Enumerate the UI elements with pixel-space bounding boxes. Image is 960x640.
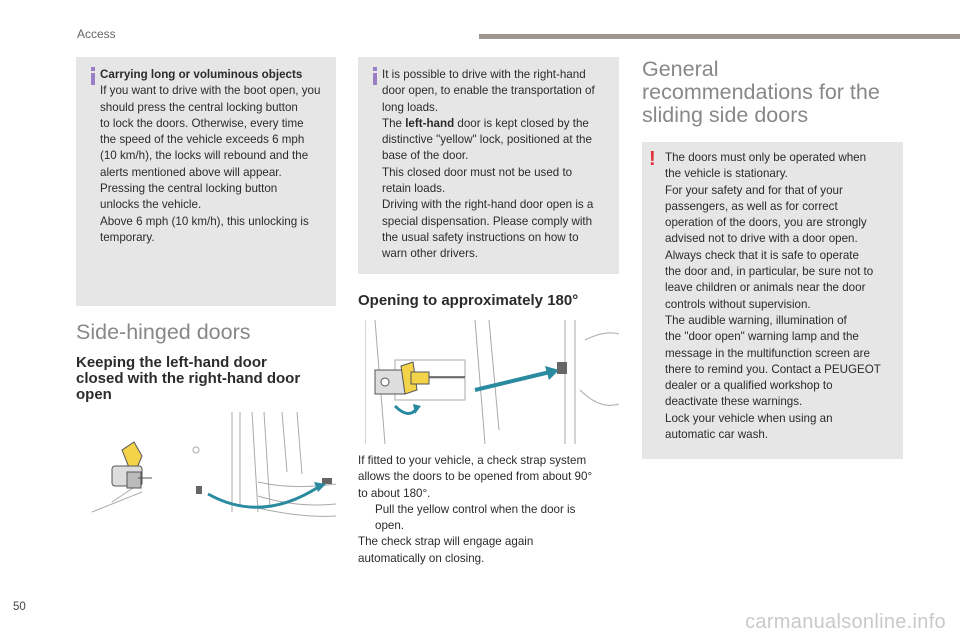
subtitle-line: Keeping the left-hand door xyxy=(76,354,267,371)
page-number: 50 xyxy=(13,601,26,613)
text-line: The check strap will engage again xyxy=(358,535,534,549)
section-title-general xyxy=(642,58,942,127)
text-line: long loads. xyxy=(382,100,439,114)
text-line: The audible warning, illumination of xyxy=(665,313,847,327)
title-line: General xyxy=(642,57,719,81)
text-line: unlocks the vehicle. xyxy=(100,198,202,212)
text-line: warn other drivers. xyxy=(382,247,479,261)
text-line: automatically on closing. xyxy=(358,551,485,565)
box-title: Carrying long or voluminous objects xyxy=(100,68,303,81)
warning-box-sliding-doors xyxy=(642,142,903,459)
title-line: sliding side doors xyxy=(642,103,809,127)
text-line: The doors must only be operated when xyxy=(665,151,867,164)
title-line: recommendations for the xyxy=(642,80,880,104)
text-line: open. xyxy=(375,519,405,533)
text-line: alerts mentioned above will appear. xyxy=(100,165,282,179)
text-line: there to remind you. Contact a PEUGEOT xyxy=(665,362,881,376)
watermark: carmanualsonline.info xyxy=(745,611,946,633)
text-line: the usual safety instructions on how to xyxy=(382,230,579,244)
text-line: Always check that it is safe to operate xyxy=(665,248,859,262)
section-header-title: Access xyxy=(77,27,116,41)
text-line: base of the door. xyxy=(382,149,469,163)
text-line: dealer or a qualified workshop to xyxy=(665,379,833,393)
text-line: message in the multifunction screen are xyxy=(665,346,870,360)
text-line: leave children or animals near the door xyxy=(665,281,866,295)
text-line: (10 km/h), the locks will rebound and the xyxy=(100,149,309,163)
text-line: special dispensation. Please comply with xyxy=(382,214,593,228)
text-line: allows the doors to be opened from about 90° xyxy=(358,470,593,484)
text-line: the vehicle is stationary. xyxy=(665,167,788,181)
text-line: For your safety and for that of your xyxy=(665,183,843,197)
text-line xyxy=(382,116,617,132)
info-box-carrying-objects xyxy=(76,57,336,306)
text-line: Lock your vehicle when using an xyxy=(665,411,833,425)
text-line: It is possible to drive with the right-hand xyxy=(382,68,586,81)
text-line: deactivate these warnings. xyxy=(665,395,803,409)
warning-icon: ! xyxy=(649,148,656,170)
check-strap-text xyxy=(358,453,620,567)
bold-text: left-hand xyxy=(405,116,455,130)
text-line: advised not to drive with a door open. xyxy=(665,232,858,246)
text-line: distinctive "yellow" lock, positioned at the xyxy=(382,133,592,147)
text-line: Above 6 mph (10 km/h), this unlocking is xyxy=(100,214,309,228)
illustration-check-strap xyxy=(365,320,619,444)
text-line: temporary. xyxy=(100,230,155,244)
info-icon xyxy=(367,66,383,86)
text-line: passengers, as well as for correct xyxy=(665,199,838,213)
subtitle-line: open xyxy=(76,386,112,403)
info-icon xyxy=(85,66,101,86)
bullet-text xyxy=(375,502,620,535)
header-bar xyxy=(479,34,960,39)
text-line: controls without supervision. xyxy=(665,297,811,311)
subtitle-opening-180: Opening to approximately 180° xyxy=(358,292,579,309)
text-line: Pull the yellow control when the door is xyxy=(375,502,576,516)
info-box-right-door-open xyxy=(358,57,619,274)
text-line: the "door open" warning lamp and the xyxy=(665,330,859,344)
text-line: should press the central locking button xyxy=(100,100,298,114)
text-line: to lock the doors. Otherwise, every time xyxy=(100,116,304,130)
text-fragment: door is kept closed by the xyxy=(454,116,589,130)
text-line: operation of the doors, you are strongly xyxy=(665,216,867,230)
subtitle-line: closed with the right-hand door xyxy=(76,370,301,387)
text-line: automatic car wash. xyxy=(665,428,769,442)
text-line: to about 180°. xyxy=(358,486,431,500)
bullet-item xyxy=(358,502,620,535)
section-title-side-hinged: Side-hinged doors xyxy=(76,320,251,344)
illustration-left-door-lock xyxy=(82,412,336,522)
text-line: the door and, in particular, be sure not to xyxy=(665,265,874,279)
text-line: retain loads. xyxy=(382,182,446,196)
subtitle-keeping-door xyxy=(76,355,336,403)
text-line: If you want to drive with the boot open, you xyxy=(100,84,321,98)
text-line: If fitted to your vehicle, a check strap system xyxy=(358,454,587,467)
text-line: door open, to enable the transportation of xyxy=(382,84,595,98)
text-line: Pressing the central locking button xyxy=(100,182,278,196)
text-line: This closed door must not be used to xyxy=(382,165,573,179)
text-line: Driving with the right-hand door open is a xyxy=(382,198,594,212)
bullet-marker-icon xyxy=(358,502,375,535)
text-line: the speed of the vehicle exceeds 6 mph xyxy=(100,133,305,147)
text-fragment: The xyxy=(382,116,406,130)
